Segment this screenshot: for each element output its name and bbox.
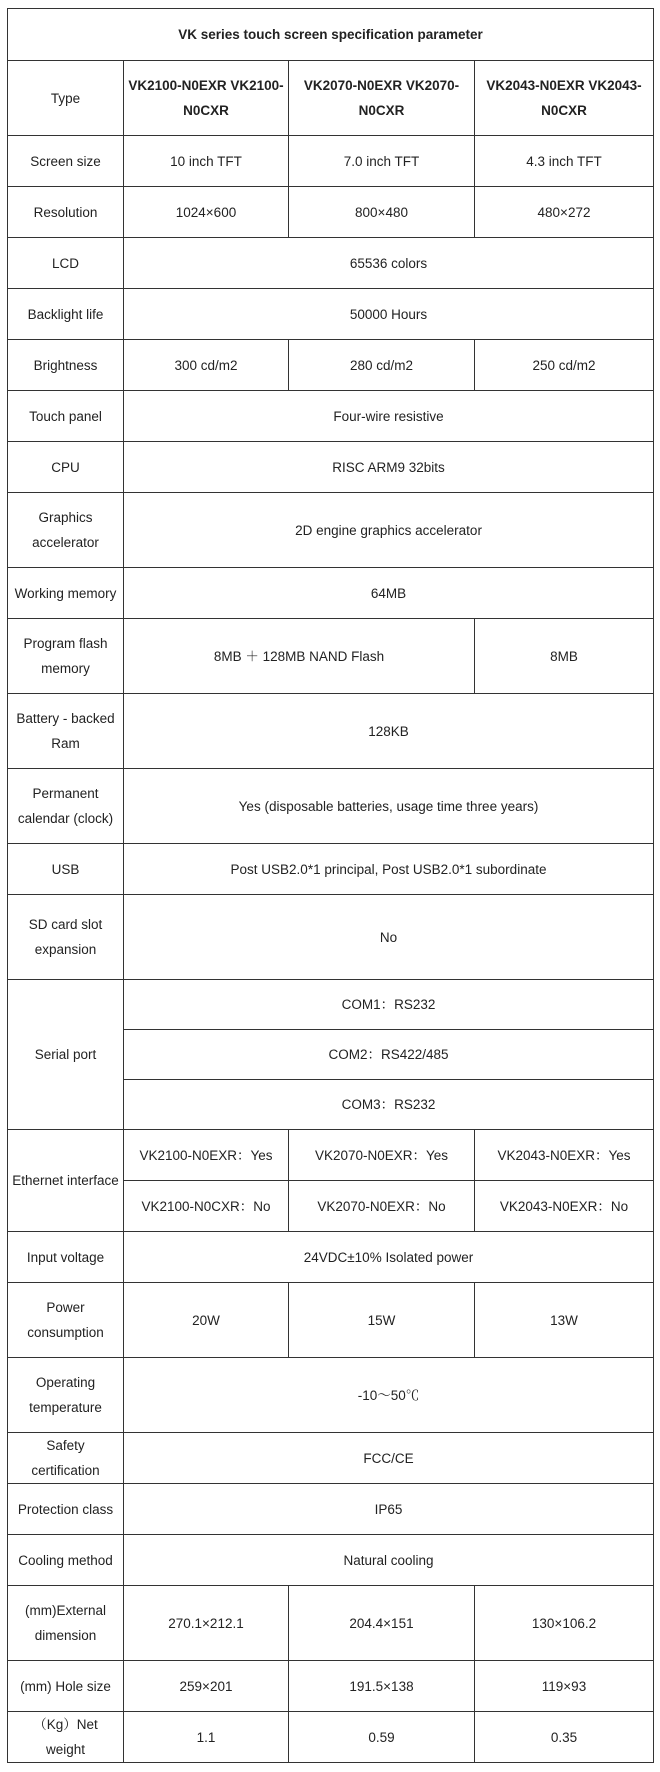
- model-header: VK2070-N0EXR VK2070-N0CXR: [289, 61, 475, 136]
- row-label: Resolution: [8, 187, 124, 238]
- cell: VK2070-N0EXR：No: [289, 1181, 475, 1232]
- table-row-type: [8, 61, 654, 136]
- table-row-external-dim: [8, 1586, 654, 1661]
- row-label: CPU: [8, 442, 124, 493]
- row-label: Backlight life: [8, 289, 124, 340]
- table-row-graphics: [8, 493, 654, 568]
- row-label: Graphics accelerator: [8, 493, 124, 568]
- cell: 65536 colors: [124, 238, 654, 289]
- row-label: (mm)External dimension: [8, 1586, 124, 1661]
- table-row-resolution: [8, 187, 654, 238]
- cell: 800×480: [289, 187, 475, 238]
- cell: 15W: [289, 1283, 475, 1358]
- cell: -10～50℃: [124, 1358, 654, 1433]
- row-label: LCD: [8, 238, 124, 289]
- table-row-sd-card: [8, 895, 654, 980]
- cell: 0.35: [475, 1712, 654, 1763]
- row-label: Touch panel: [8, 391, 124, 442]
- row-label: Protection class: [8, 1484, 124, 1535]
- cell: COM2：RS422/485: [124, 1030, 654, 1080]
- cell: No: [124, 895, 654, 980]
- table-row-brightness: [8, 340, 654, 391]
- table-row-screen-size: [8, 136, 654, 187]
- cell: 64MB: [124, 568, 654, 619]
- table-row-backlight: [8, 289, 654, 340]
- table-row-safety: [8, 1433, 654, 1484]
- row-label: Brightness: [8, 340, 124, 391]
- cell: 13W: [475, 1283, 654, 1358]
- cell: FCC/CE: [124, 1433, 654, 1484]
- cell: 128KB: [124, 694, 654, 769]
- row-label: Working memory: [8, 568, 124, 619]
- cell: 270.1×212.1: [124, 1586, 289, 1661]
- row-label: Type: [8, 61, 124, 136]
- table-row-protection: [8, 1484, 654, 1535]
- cell: 0.59: [289, 1712, 475, 1763]
- model-header: VK2043-N0EXR VK2043-N0CXR: [475, 61, 654, 136]
- cell: COM1：RS232: [124, 980, 654, 1030]
- cell: 1.1: [124, 1712, 289, 1763]
- model-header: VK2100-N0EXR VK2100-N0CXR: [124, 61, 289, 136]
- cell: VK2100-N0EXR：Yes: [124, 1130, 289, 1181]
- cell: VK2070-N0EXR：Yes: [289, 1130, 475, 1181]
- cell: VK2043-N0EXR：Yes: [475, 1130, 654, 1181]
- row-label: Permanent calendar (clock): [8, 769, 124, 844]
- cell: 8MB: [475, 619, 654, 694]
- row-label: Safety certification: [8, 1433, 124, 1484]
- cell: 10 inch TFT: [124, 136, 289, 187]
- cell: VK2100-N0CXR：No: [124, 1181, 289, 1232]
- table-row-serial-port: [8, 980, 654, 1030]
- spec-table: [7, 8, 654, 1763]
- table-row-cooling: [8, 1535, 654, 1586]
- table-row-hole-size: [8, 1661, 654, 1712]
- row-label: Ethernet interface: [8, 1130, 124, 1232]
- table-row-touch-panel: [8, 391, 654, 442]
- cell: 50000 Hours: [124, 289, 654, 340]
- cell: 300 cd/m2: [124, 340, 289, 391]
- cell: 119×93: [475, 1661, 654, 1712]
- cell: VK2043-N0EXR：No: [475, 1181, 654, 1232]
- table-row-lcd: [8, 238, 654, 289]
- table-row-op-temp: [8, 1358, 654, 1433]
- row-label: （Kg）Net weight: [8, 1712, 124, 1763]
- cell: 24VDC±10% Isolated power: [124, 1232, 654, 1283]
- cell: 480×272: [475, 187, 654, 238]
- cell: 7.0 inch TFT: [289, 136, 475, 187]
- table-row-ethernet: [8, 1130, 654, 1181]
- row-label: Screen size: [8, 136, 124, 187]
- cell: Natural cooling: [124, 1535, 654, 1586]
- cell: 191.5×138: [289, 1661, 475, 1712]
- cell: 4.3 inch TFT: [475, 136, 654, 187]
- cell: 2D engine graphics accelerator: [124, 493, 654, 568]
- cell: 20W: [124, 1283, 289, 1358]
- table-row-working-memory: [8, 568, 654, 619]
- row-label: USB: [8, 844, 124, 895]
- cell: 1024×600: [124, 187, 289, 238]
- table-row-calendar: [8, 769, 654, 844]
- row-label: Battery - backed Ram: [8, 694, 124, 769]
- table-row-net-weight: [8, 1712, 654, 1763]
- row-label: (mm) Hole size: [8, 1661, 124, 1712]
- cell: 259×201: [124, 1661, 289, 1712]
- cell: 280 cd/m2: [289, 340, 475, 391]
- row-label: Serial port: [8, 980, 124, 1130]
- cell: Four-wire resistive: [124, 391, 654, 442]
- cell: Yes (disposable batteries, usage time three years): [124, 769, 654, 844]
- table-row-program-flash: [8, 619, 654, 694]
- cell: 8MB ＋ 128MB NAND Flash: [124, 619, 475, 694]
- row-label: Program flash memory: [8, 619, 124, 694]
- table-title: VK series touch screen specification parameter: [8, 9, 654, 61]
- row-label: Cooling method: [8, 1535, 124, 1586]
- cell: COM3：RS232: [124, 1080, 654, 1130]
- table-row-cpu: [8, 442, 654, 493]
- row-label: Operating temperature: [8, 1358, 124, 1433]
- title-row: [8, 9, 654, 61]
- cell: IP65: [124, 1484, 654, 1535]
- cell: Post USB2.0*1 principal, Post USB2.0*1 subordinate: [124, 844, 654, 895]
- cell: 250 cd/m2: [475, 340, 654, 391]
- table-row-input-voltage: [8, 1232, 654, 1283]
- cell: RISC ARM9 32bits: [124, 442, 654, 493]
- cell: 130×106.2: [475, 1586, 654, 1661]
- row-label: SD card slot expansion: [8, 895, 124, 980]
- row-label: Input voltage: [8, 1232, 124, 1283]
- cell: 204.4×151: [289, 1586, 475, 1661]
- table-row-battery-ram: [8, 694, 654, 769]
- table-row-usb: [8, 844, 654, 895]
- table-row-power: [8, 1283, 654, 1358]
- row-label: Power consumption: [8, 1283, 124, 1358]
